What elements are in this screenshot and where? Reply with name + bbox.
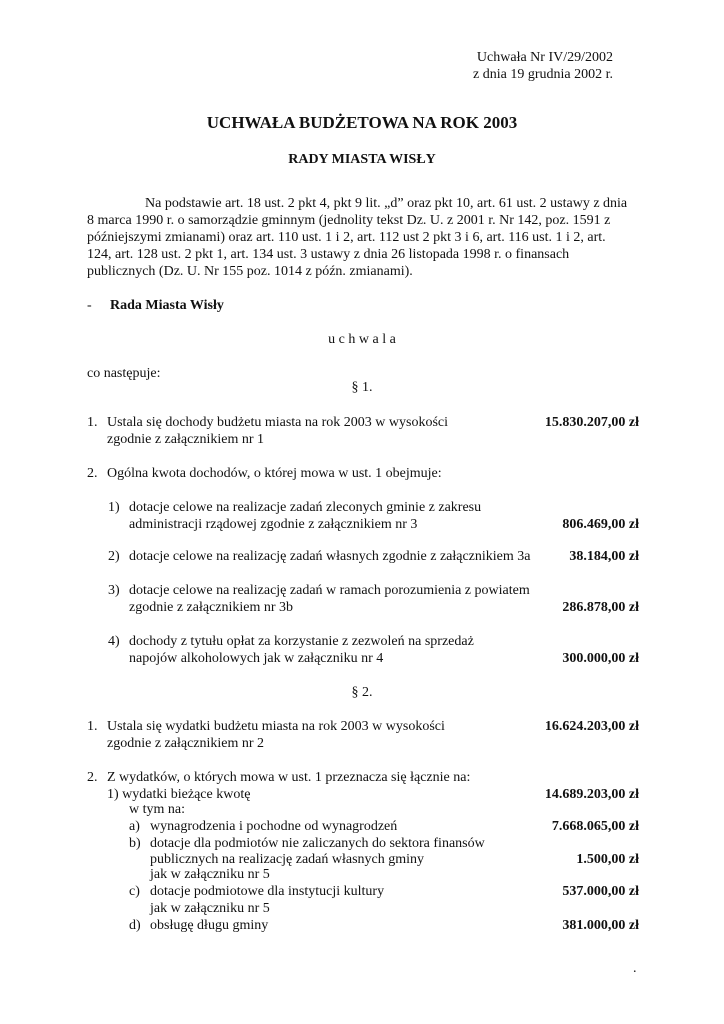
preamble-line: 124, art. 128 ust. 2 pkt 1, art. 134 ust. 3 ustawy z dnia 26 listopada 1998 r. o finansach [87,247,570,262]
item-letter: c) [129,884,140,899]
item-text: dotacje celowe na realizację zadań w ramach porozumienia z powiatem [129,583,530,598]
follows-text: co następuje: [87,366,161,381]
item-number: 1) [108,500,120,515]
paragraph-number: 2. [87,770,98,785]
council-name: Rada Miasta Wisły [110,298,224,313]
income-total-amount: 15.830.207,00 zł [544,415,639,430]
item-text: zgodnie z załącznikiem nr 3b [129,600,294,615]
section-1-heading: § 1. [351,380,373,395]
item-text: dotacje podmiotowe dla instytucji kultury [150,884,385,899]
expense-text: zgodnie z załącznikiem nr 2 [107,736,265,751]
item-text: jak w załączniku nr 5 [150,901,270,916]
paragraph-number: 1. [87,719,98,734]
footer-mark: . [633,961,637,976]
item-letter: d) [129,918,141,933]
paragraph-number: 2. [87,466,98,481]
expense-text: Ustala się wydatki budżetu miasta na rok 2003 w wysokości [107,719,445,734]
preamble-line: późniejszymi zmianami) oraz art. 110 ust. 1 i 2, art. 112 ust 2 pkt 3 i 6, art. 116 ust. 1 i 2, art. [87,230,606,245]
expense-breakdown-intro: Z wydatków, o których mowa w ust. 1 przeznacza się łącznie na: [107,770,471,785]
item-text: dochody z tytułu opłat za korzystanie z zezwoleń na sprzedaż [129,634,474,649]
current-expenses-label: 1) wydatki bieżące kwotę [107,787,251,802]
paragraph-number: 1. [87,415,98,430]
item-amount: 286.878,00 zł [562,600,639,615]
income-text: zgodnie z załącznikiem nr 1 [107,432,265,447]
item-number: 2) [108,549,120,564]
item-text: publicznych na realizację zadań własnych gminy [150,852,425,867]
preamble-line: publicznych (Dz. U. Nr 155 poz. 1014 z późn. zmianami). [87,264,413,279]
item-text: dotacje celowe na realizację zadań własnych zgodnie z załącznikiem 3a [129,549,531,564]
item-amount: 300.000,00 zł [562,651,639,666]
expense-total-amount: 16.624.203,00 zł [544,719,639,734]
resolution-date: z dnia 19 grudnia 2002 r. [473,67,613,82]
resolution-number: Uchwała Nr IV/29/2002 [476,50,613,65]
council-dash: - [87,298,92,313]
item-text: obsługę długu gminy [150,918,269,933]
item-text: wynagrodzenia i pochodne od wynagrodzeń [150,819,398,834]
item-amount: 537.000,00 zł [562,884,639,899]
item-number: 3) [108,583,120,598]
item-amount: 38.184,00 zł [569,549,639,564]
preamble-line: Na podstawie art. 18 ust. 2 pkt 4, pkt 9 lit. „d” oraz pkt 10, art. 61 ust. 2 ustawy z dnia [145,196,628,211]
item-amount: 806.469,00 zł [562,517,639,532]
item-text: dotacje dla podmiotów nie zaliczanych do sektora finansów [150,836,485,851]
document-title: UCHWAŁA BUDŻETOWA NA ROK 2003 [206,113,518,132]
resolves-word: u c h w a l a [328,332,396,347]
current-expenses-amount: 14.689.203,00 zł [544,787,639,802]
item-amount: 381.000,00 zł [562,918,639,933]
item-amount: 1.500,00 zł [576,852,639,867]
item-letter: b) [129,836,141,851]
preamble-line: 8 marca 1990 r. o samorządzie gminnym (jednolity tekst Dz. U. z 2001 r. Nr 142, poz. 1591 z [87,213,611,228]
including-label: w tym na: [129,802,185,817]
item-number: 4) [108,634,120,649]
item-text: administracji rządowej zgodnie z załącznikiem nr 3 [129,517,418,532]
section-2-heading: § 2. [351,685,373,700]
document-subtitle: RADY MIASTA WISŁY [288,152,436,167]
income-breakdown-intro: Ogólna kwota dochodów, o której mowa w ust. 1 obejmuje: [107,466,442,481]
item-letter: a) [129,819,140,834]
item-text: dotacje celowe na realizacje zadań zleconych gminie z zakresu [129,500,482,515]
item-text: jak w załączniku nr 5 [150,867,270,882]
item-text: napojów alkoholowych jak w załączniku nr 4 [129,651,384,666]
item-amount: 7.668.065,00 zł [551,819,639,834]
income-text: Ustala się dochody budżetu miasta na rok 2003 w wysokości [107,415,448,430]
